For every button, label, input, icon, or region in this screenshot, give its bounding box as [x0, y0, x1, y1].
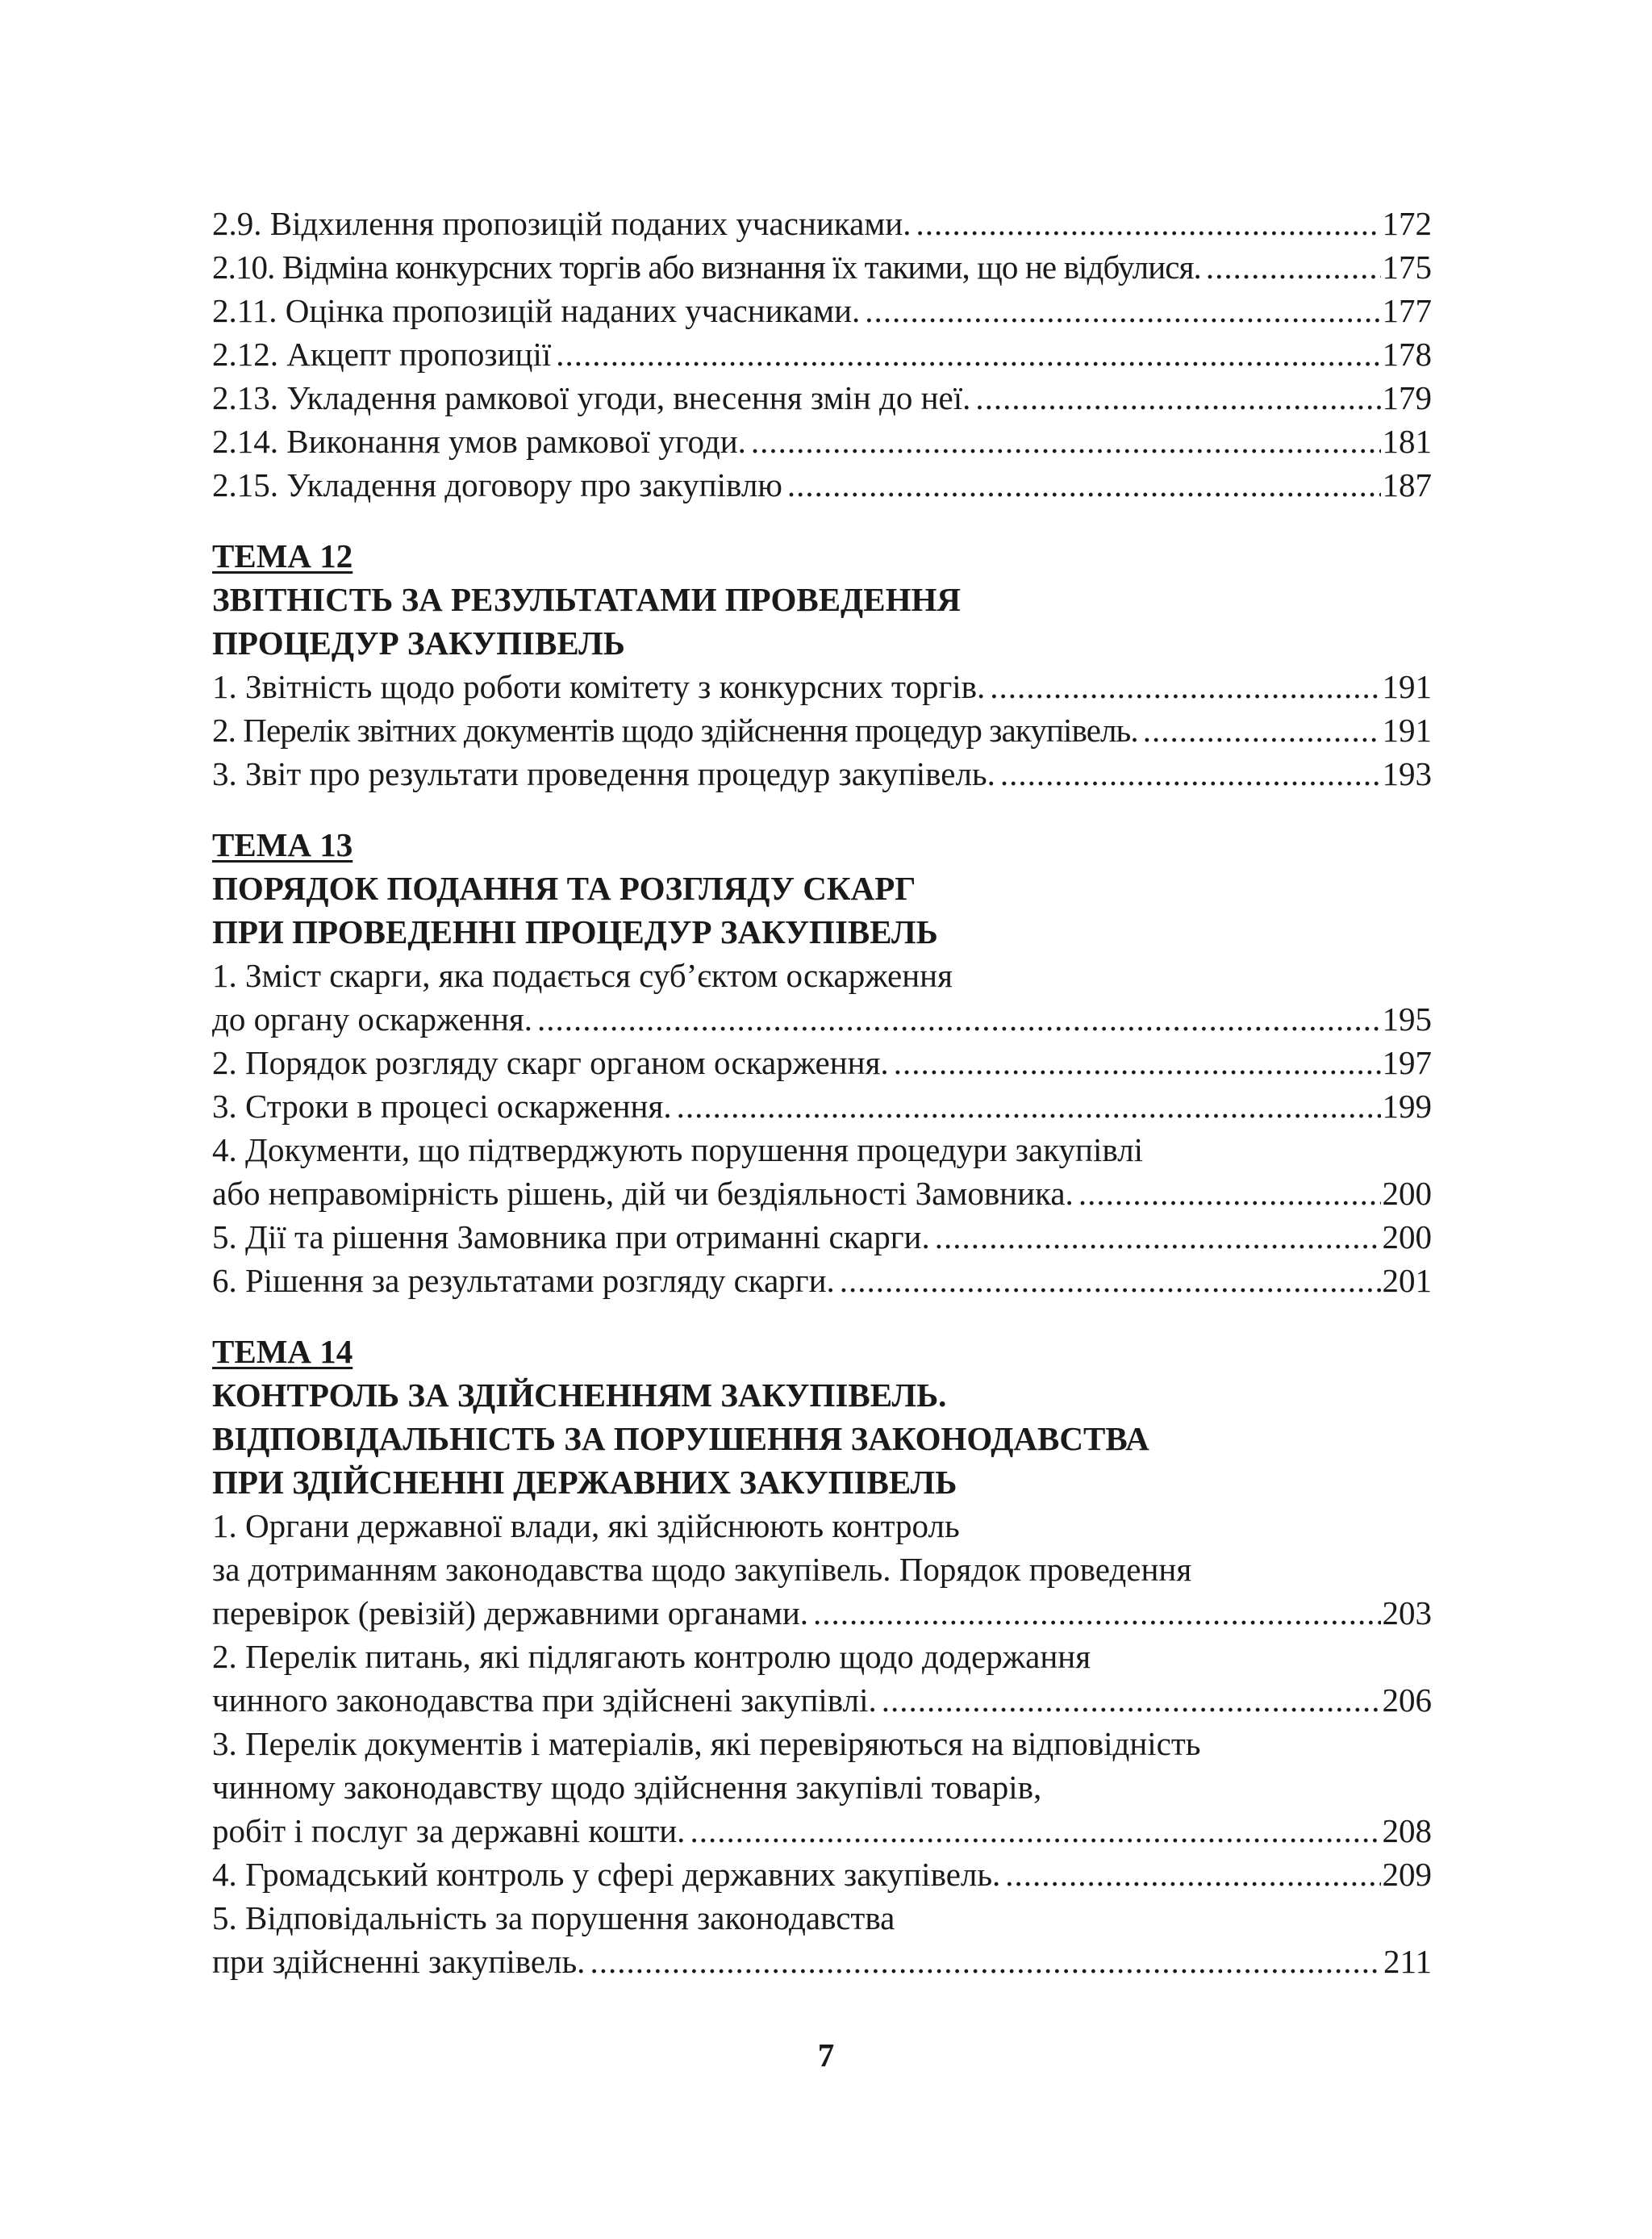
page-number: 7 [817, 2036, 835, 2074]
toc-page-number: 177 [1382, 292, 1432, 329]
tema-14-section [212, 1330, 1432, 1983]
dot-leader [935, 1215, 1381, 1259]
toc-entry-line: чинному законодавству щодо здійснення закупівлі товарів, [212, 1769, 1042, 1806]
tema-13-section [212, 823, 1432, 1302]
toc-entry[interactable]: 2.10. Відміна конкурсних торгів або визнання їх такими, що не відбулися. ..... 175 [212, 245, 1432, 289]
dot-leader [1000, 752, 1381, 796]
dot-leader [677, 1084, 1381, 1128]
tema-12-section [212, 534, 1432, 796]
toc-entry[interactable]: 2.11. Оцінка пропозицій наданих учасниками. ..... 177 [212, 289, 1432, 332]
toc-page-number: 178 [1382, 336, 1432, 373]
toc-entry[interactable]: 2.12. Акцепт пропозиції ..... 178 [212, 332, 1432, 376]
dot-leader [916, 202, 1380, 245]
toc-entry[interactable]: 6. Рішення за результатами розгляду скарги. ..... 201 [212, 1259, 1432, 1302]
table-of-contents [212, 202, 1432, 1983]
toc-entry[interactable]: 2.13. Укладення рамкової угоди, внесення змін до неї. ..... 179 [212, 376, 1432, 420]
toc-page-number: 175 [1382, 249, 1432, 286]
toc-page-number: 206 [1382, 1681, 1432, 1719]
dot-leader [751, 420, 1381, 463]
dot-leader [537, 997, 1380, 1041]
dot-leader [1206, 245, 1381, 289]
tema-label[interactable]: ТЕМА 13 [212, 826, 353, 863]
toc-page-number: 191 [1382, 668, 1432, 705]
toc-page-number: 211 [1383, 1943, 1432, 1980]
toc-page-number: 195 [1382, 1000, 1432, 1038]
toc-entry[interactable]: перевірок (ревізій) державними органами. ..... 203 [212, 1591, 1432, 1635]
dot-leader [865, 289, 1380, 332]
tema-title: ПРИ ЗДІЙСНЕННІ ДЕРЖАВНИХ ЗАКУПІВЕЛЬ [212, 1464, 957, 1501]
toc-page-number: 208 [1382, 1812, 1432, 1849]
toc-entry[interactable]: 4. Громадський контроль у сфері державних закупівель. ..... 209 [212, 1853, 1432, 1896]
toc-entry[interactable]: 5. Дії та рішення Замовника при отриманні скарги. ..... 200 [212, 1215, 1432, 1259]
toc-page-number: 209 [1382, 1856, 1432, 1893]
toc-entry[interactable]: 2.14. Виконання умов рамкової угоди. ..... 181 [212, 420, 1432, 463]
tema-title: ВІДПОВІДАЛЬНІСТЬ ЗА ПОРУШЕННЯ ЗАКОНОДАВСТВА [212, 1420, 1149, 1457]
dot-leader [990, 665, 1380, 708]
toc-page-number: 187 [1382, 466, 1432, 503]
toc-page-number: 199 [1382, 1088, 1432, 1125]
toc-page-number: 179 [1382, 379, 1432, 416]
tema-label[interactable]: ТЕМА 12 [212, 537, 353, 574]
toc-entry-line: 3. Перелік документів і матеріалів, які перевіряються на відповідність [212, 1725, 1201, 1762]
toc-entry-line: 5. Відповідальність за порушення законодавства [212, 1899, 895, 1936]
toc-entry[interactable]: 3. Звіт про результати проведення процедур закупівель. ..... 193 [212, 752, 1432, 796]
toc-entry-line: за дотриманням законодавства щодо закупівель. Порядок проведення [212, 1551, 1192, 1588]
dot-leader [590, 1940, 1382, 1983]
dot-leader [1143, 708, 1381, 752]
dot-leader [813, 1591, 1380, 1635]
toc-entry[interactable]: 2.9. Відхилення пропозицій поданих учасниками. ..... 172 [212, 202, 1432, 245]
toc-page-number: 201 [1382, 1262, 1432, 1299]
toc-entry[interactable]: при здійсненні закупівель. ..... 211 [212, 1940, 1432, 1983]
dot-leader [556, 332, 1380, 376]
toc-entry[interactable]: або неправомірність рішень, дій чи бездіяльності Замовника. ..... 200 [212, 1172, 1432, 1215]
dot-leader [787, 463, 1381, 507]
toc-entry[interactable]: 1. Звітність щодо роботи комітету з конкурсних торгів. ..... 191 [212, 665, 1432, 708]
toc-page-number: 193 [1382, 755, 1432, 792]
toc-page-number: 203 [1382, 1594, 1432, 1631]
toc-page-number: 181 [1382, 423, 1432, 460]
toc-page-number: 191 [1382, 712, 1432, 749]
dot-leader [882, 1678, 1381, 1722]
toc-entry[interactable]: чинного законодавства при здійснені закупівлі. ..... 206 [212, 1678, 1432, 1722]
tema-title: ПРОЦЕДУР ЗАКУПІВЕЛЬ [212, 624, 625, 662]
tema-label[interactable]: ТЕМА 14 [212, 1333, 353, 1370]
toc-entry[interactable]: робіт і послуг за державні кошти. ..... 208 [212, 1809, 1432, 1853]
dot-leader [1005, 1853, 1380, 1896]
toc-entry[interactable]: 2. Перелік звітних документів щодо здійснення процедур закупівель. ..... 191 [212, 708, 1432, 752]
top-entries [212, 202, 1432, 507]
dot-leader [894, 1041, 1381, 1084]
toc-entry-line: 2. Перелік питань, які підлягають контролю щодо додержання [212, 1638, 1091, 1675]
toc-page-number: 200 [1382, 1175, 1432, 1212]
tema-title: ЗВІТНІСТЬ ЗА РЕЗУЛЬТАТАМИ ПРОВЕДЕННЯ [212, 581, 962, 618]
tema-title: ПРИ ПРОВЕДЕННІ ПРОЦЕДУР ЗАКУПІВЕЛЬ [212, 913, 938, 950]
toc-entry[interactable]: 2. Порядок розгляду скарг органом оскарження. ..... 197 [212, 1041, 1432, 1084]
dot-leader [1078, 1172, 1381, 1215]
toc-entry[interactable]: 2.15. Укладення договору про закупівлю ..... 187 [212, 463, 1432, 507]
toc-entry-line: 4. Документи, що підтверджують порушення процедури закупівлі [212, 1131, 1144, 1168]
toc-page-number: 200 [1382, 1218, 1432, 1255]
toc-entry[interactable]: до органу оскарження. ..... 195 [212, 997, 1432, 1041]
tema-title: ПОРЯДОК ПОДАННЯ ТА РОЗГЛЯДУ СКАРГ [212, 870, 916, 907]
dot-leader [975, 376, 1380, 420]
toc-page-number: 197 [1382, 1044, 1432, 1081]
toc-page-number: 172 [1382, 205, 1432, 242]
toc-entry[interactable]: 3. Строки в процесі оскарження. ..... 199 [212, 1084, 1432, 1128]
tema-title: КОНТРОЛЬ ЗА ЗДІЙСНЕННЯМ ЗАКУПІВЕЛЬ. [212, 1376, 947, 1414]
dot-leader [840, 1259, 1381, 1302]
toc-entry-line: 1. Органи державної влади, які здійснюють контроль [212, 1507, 960, 1544]
toc-entry-line: 1. Зміст скарги, яка подається суб’єктом оскарження [212, 957, 953, 994]
dot-leader [690, 1809, 1380, 1853]
